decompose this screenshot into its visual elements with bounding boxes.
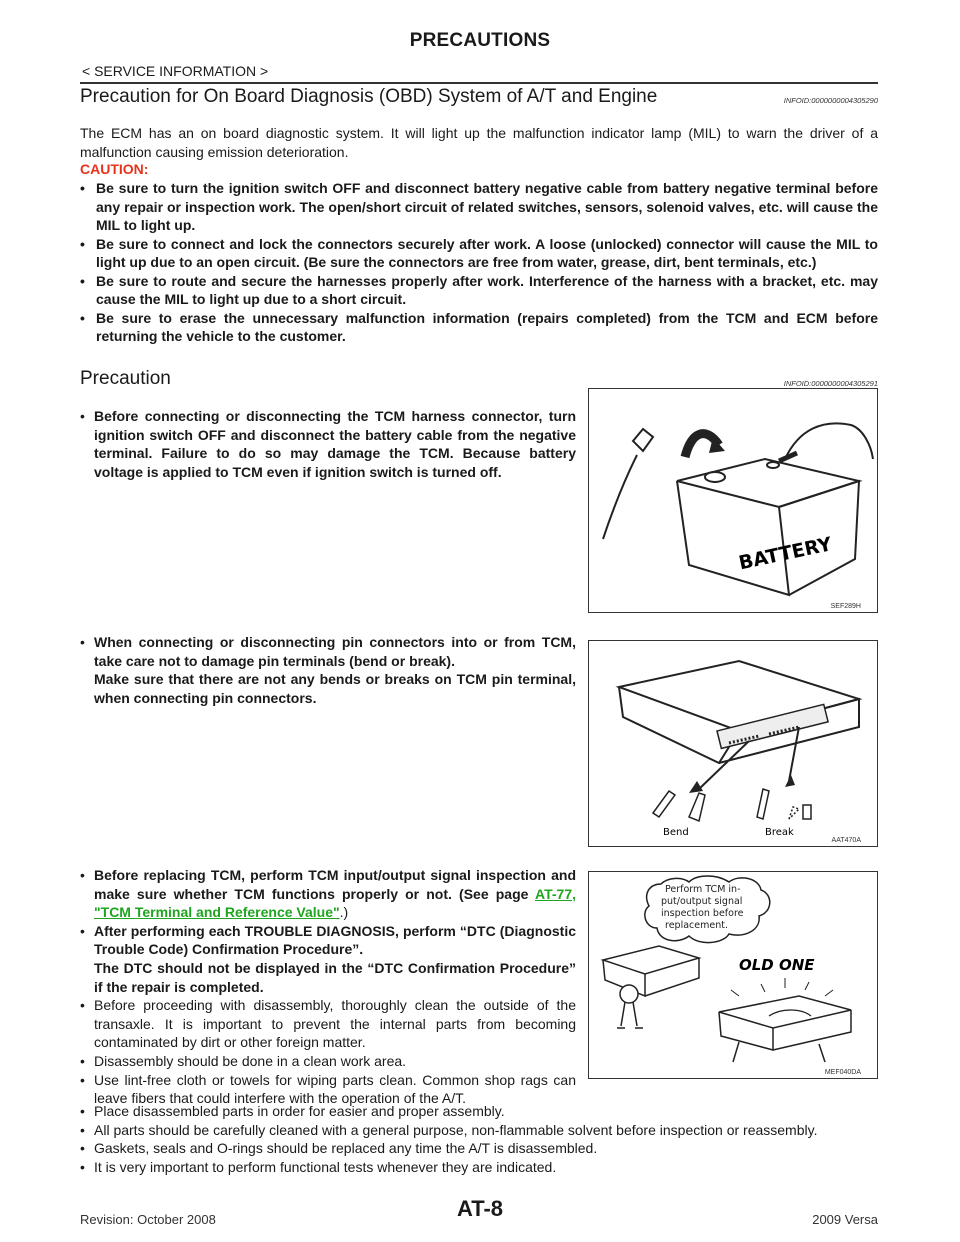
battery-illustration [589,389,877,612]
precaution-block-2 [80,633,576,707]
header-rule [80,82,878,84]
figure-code: SEF289H [830,603,861,610]
tcm-replacement-illustration [589,872,877,1078]
caution-label: CAUTION: [80,161,149,177]
caution-item: • Be sure to erase the unnecessary malfunction information (repairs completed) from the TCM and ECM before returning the vehicle to the customer. [80,309,878,344]
list-item: • Before connecting or disconnecting the TCM harness connector, turn ignition switch OFF and disconnect the battery cable from the negative terminal. Failure to do so may damage the TCM. Because battery voltage is applied to TCM even if ignition switch is turned off. [80,408,576,480]
list-item: • When connecting or disconnecting pin connectors into or from TCM, take care not to damage pin terminals (bend or break). Make sure that there are not any bends or breaks on TCM pin terminal, when connecting pin connectors. [80,634,576,706]
battery-figure [588,388,878,613]
tcm-terminal-link[interactable]: AT-77, "TCM Terminal and Reference Value" [94,885,576,921]
list-item: • All parts should be carefully cleaned with a general purpose, non-flammable solvent before inspection or reassembly. [80,1121,818,1138]
list-item: • After performing each TROUBLE DIAGNOSIS, perform “DTC (Diagnostic Trouble Code) Confirmation Procedure”. The DTC should not be displayed in the “DTC Confirmation Procedure” if the repair is completed. [80,922,576,995]
battery-label: BATTERY [736,533,834,575]
revision-date: Revision: October 2008 [80,1212,216,1227]
list-item: • It is very important to perform functional tests whenever they are indicated. [80,1158,557,1175]
list-item: • Gaskets, seals and O-rings should be replaced any time the A/T is disassembled. [80,1140,598,1157]
old-one-label: OLD ONE [739,956,815,974]
bubble-line: replacement. [665,920,728,931]
caution-item: • Be sure to turn the ignition switch OFF and disconnect battery negative cable from battery negative terminal before any repair or inspection work. The open/short circuit of related switches, sensors, solenoid valves, etc. will cause the MIL to light up. [80,180,878,233]
figure-code: AAT470A [831,837,861,844]
list-item: • Before replacing TCM, perform TCM input/output signal inspection and make sure whether TCM functions properly or not. (See page AT-77, "TCM Terminal and Reference Value".) [80,867,576,921]
caution-item: • Be sure to connect and lock the connectors securely after work. A loose (unlocked) connector will cause the MIL to light up due to an open circuit. (Be sure the connectors are free from water, grease, dirt, bent terminals, etc.) [80,235,878,270]
bubble-line: inspection before [661,908,744,919]
list-item: • Place disassembled parts in order for easier and proper assembly. [80,1103,505,1119]
page-title: PRECAUTIONS [409,30,551,51]
tcm-replacement-figure [588,871,878,1079]
precaution-block-1 [80,407,576,481]
precaution-heading: Precaution [80,368,171,389]
figure-code: MEF040DA [824,1069,861,1076]
caution-item: • Be sure to route and secure the harnesses properly after work. Interference of the harness with a bracket, etc. may cause the MIL to light up due to a short circuit. [80,272,878,307]
obd-intro: The ECM has an on board diagnostic system. It will light up the malfunction indicator lamp (MIL) to warn the driver of a malfunction causing emission deterioration. [80,125,878,160]
break-label: Break [765,827,794,838]
obd-heading: Precaution for On Board Diagnosis (OBD) System of A/T and Engine [80,86,658,107]
precaution-infoid: INFOID:0000000004305291 [783,379,878,388]
list-item: • Use lint-free cloth or towels for wiping parts clean. Common shop rags can leave fibers that could interfere with the operation of the A/T. [80,1071,576,1107]
precaution-wide-list [80,1102,878,1176]
vehicle-model: 2009 Versa [812,1212,878,1227]
bend-label: Bend [663,827,689,838]
bubble-line: put/output signal [661,896,743,907]
tcm-connector-illustration [589,641,877,846]
precaution-block-3 [80,866,576,1108]
caution-list [80,179,878,346]
bubble-line: Perform TCM in- [665,884,741,895]
obd-infoid: INFOID:0000000004305290 [783,96,878,105]
page-number: AT-8 [456,1196,504,1221]
section-breadcrumb: < SERVICE INFORMATION > [82,63,269,79]
list-item: • Before proceeding with disassembly, thoroughly clean the outside of the transaxle. It is important to prevent the internal parts from becoming contaminated by dirt or other foreign matter. [80,997,576,1051]
tcm-connector-figure [588,640,878,847]
list-item: • Disassembly should be done in a clean work area. [80,1052,407,1069]
